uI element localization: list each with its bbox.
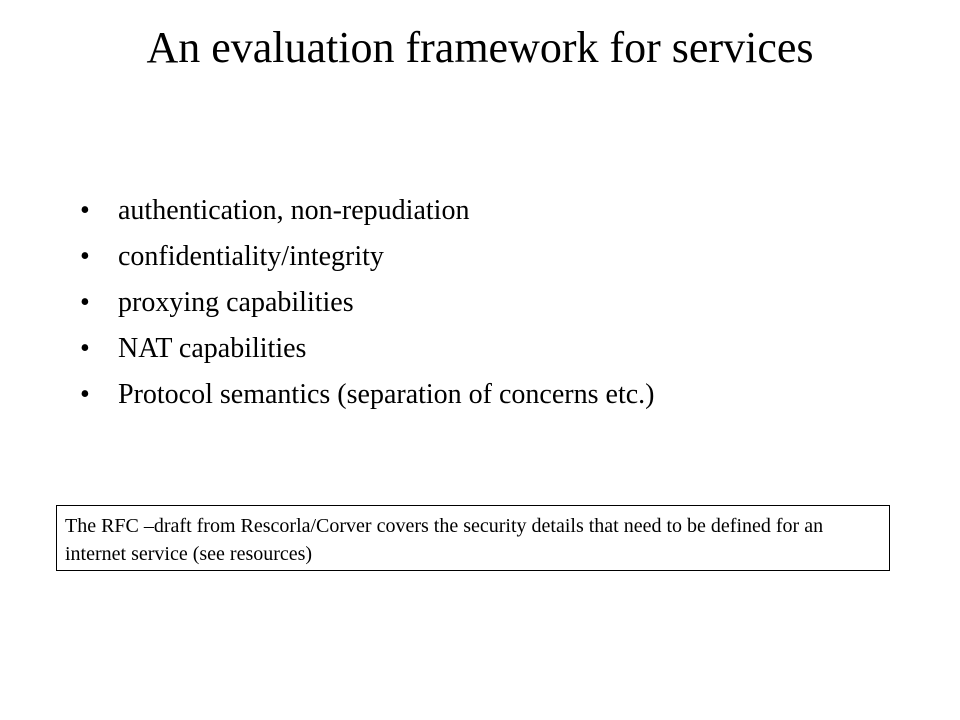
list-item	[80, 188, 654, 234]
bullet-icon: •	[80, 287, 90, 318]
list-item-text: NAT capabilities	[118, 333, 307, 364]
list-item-text: Protocol semantics (separation of concerns etc.)	[118, 379, 655, 410]
bullet-icon: •	[80, 241, 90, 272]
list-item-text: authentication, non-repudiation	[118, 195, 470, 226]
note-box	[56, 505, 890, 571]
note-text: The RFC –draft from Rescorla/Corver covers the security details that need to be defined for an internet service (see resources)	[65, 515, 824, 565]
bullet-icon: •	[80, 195, 90, 226]
bullet-icon: •	[80, 379, 90, 410]
list-item-text: proxying capabilities	[118, 287, 354, 318]
list-item	[80, 280, 654, 326]
bullet-list	[80, 188, 654, 418]
list-item	[80, 234, 654, 280]
list-item	[80, 326, 654, 372]
list-item-text: confidentiality/integrity	[118, 241, 384, 272]
bullet-icon: •	[80, 333, 90, 364]
list-item	[80, 372, 654, 418]
slide-title: An evaluation framework for services	[146, 23, 814, 72]
